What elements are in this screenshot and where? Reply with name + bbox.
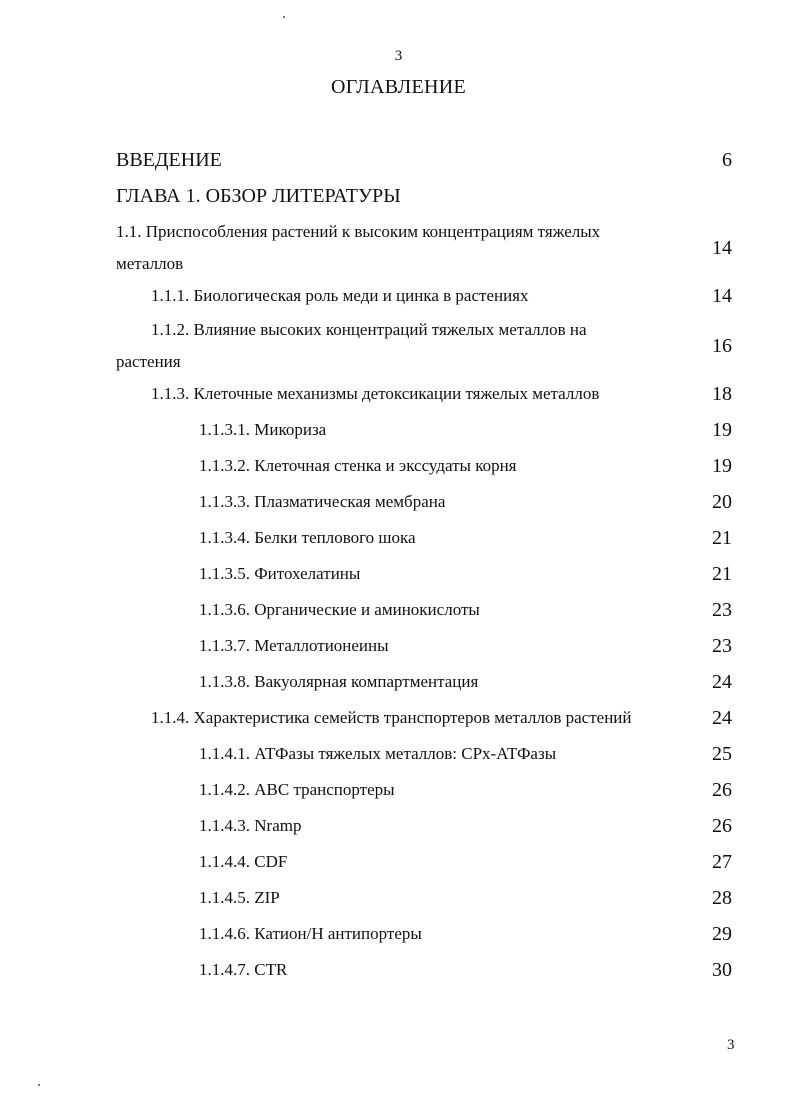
toc-entry-page: 29 (712, 923, 732, 945)
toc-entry-page: 19 (712, 455, 732, 477)
toc-entry-page: 24 (712, 707, 732, 729)
toc-entry-text: 1.1.2. Влияние высоких концентраций тяжелых металлов на (151, 320, 587, 339)
toc-entry-1-1-3-5[interactable] (116, 558, 732, 590)
toc-entry-1-1-4-1[interactable] (116, 738, 732, 770)
toc-entry-page: 27 (712, 851, 732, 873)
toc-entry-text: 1.1.4.5. ZIP (199, 888, 280, 907)
toc-entry-1-1-3-8[interactable] (116, 666, 732, 698)
toc-entry-text: 1.1. Приспособления растений к высоким концентрациям тяжелых (116, 222, 601, 241)
toc-entry-text: 1.1.1. Биологическая роль меди и цинка в растениях (151, 286, 529, 305)
toc-entry-text-continued: металлов (116, 254, 184, 273)
toc-entry-text: 1.1.3.5. Фитохелатины (199, 564, 361, 583)
toc-entry-1-1-4-2[interactable] (116, 774, 732, 806)
toc-entry-page: 21 (712, 563, 732, 585)
toc-entry-1-1-3-2[interactable] (116, 450, 732, 482)
toc-entry-text: 1.1.3.4. Белки теплового шока (199, 528, 416, 547)
toc-entry-page: 6 (722, 149, 732, 171)
toc-entry-text: 1.1.3.2. Клеточная стенка и экссудаты корня (199, 456, 517, 475)
toc-entry-1-1-3-1[interactable] (116, 414, 732, 446)
toc-entry-1-1[interactable] (116, 216, 732, 280)
toc-entry-1-1-1[interactable] (116, 280, 732, 312)
toc-title: ОГЛАВЛЕНИЕ (331, 76, 466, 98)
toc-entry-text: 1.1.4. Характеристика семейств транспортеров металлов растений (151, 708, 632, 727)
toc-entry-text: 1.1.4.7. CTR (199, 960, 288, 979)
toc-entry-text: 1.1.3.6. Органические и аминокислоты (199, 600, 480, 619)
toc-entry-1-1-2[interactable] (116, 314, 732, 378)
toc-entry-page: 14 (712, 237, 732, 259)
toc-entry-page: 24 (712, 671, 732, 693)
scan-speck (283, 16, 285, 18)
toc-entry-page: 16 (712, 335, 732, 357)
toc-entry-page: 30 (712, 959, 732, 981)
toc-entry-text: 1.1.3. Клеточные механизмы детоксикации тяжелых металлов (151, 384, 600, 403)
toc-entry-text: 1.1.4.6. Катион/Н антипортеры (199, 924, 422, 943)
toc-entry-page: 20 (712, 491, 732, 513)
toc-entry-page: 26 (712, 815, 732, 837)
toc-entry-page: 23 (712, 635, 732, 657)
toc-entry-text: 1.1.4.3. Nramp (199, 816, 302, 835)
page-number-bottom: 3 (727, 1037, 735, 1053)
toc-entry-page: 25 (712, 743, 732, 765)
scan-speck (38, 1084, 40, 1086)
toc-entry-text: 1.1.3.1. Микориза (199, 420, 327, 439)
toc-entry-chapter-1[interactable] (116, 180, 732, 212)
toc-entry-1-1-4-6[interactable] (116, 918, 732, 950)
toc-entry-text: 1.1.3.7. Металлотионеины (199, 636, 389, 655)
toc-entry-text: 1.1.3.3. Плазматическая мембрана (199, 492, 446, 511)
toc-entry-page: 23 (712, 599, 732, 621)
toc-entry-text: 1.1.3.8. Вакуолярная компартментация (199, 672, 479, 691)
toc-entry-text: 1.1.4.4. CDF (199, 852, 288, 871)
toc-entry-page: 14 (712, 285, 732, 307)
toc-entry-1-1-3-4[interactable] (116, 522, 732, 554)
toc-entry-1-1-4-3[interactable] (116, 810, 732, 842)
toc-entry-1-1-3-3[interactable] (116, 486, 732, 518)
toc-entry-text: 1.1.4.2. АВС транспортеры (199, 780, 395, 799)
toc-entry-1-1-4-4[interactable] (116, 846, 732, 878)
toc-entry-1-1-4-5[interactable] (116, 882, 732, 914)
toc-entry-introduction[interactable] (116, 144, 732, 176)
toc-entry-text-continued: растения (116, 352, 181, 371)
toc-entry-page: 19 (712, 419, 732, 441)
toc-entry-text: ГЛАВА 1. ОБЗОР ЛИТЕРАТУРЫ (116, 185, 401, 207)
toc-entry-1-1-3[interactable] (116, 378, 732, 410)
toc-entry-1-1-4-7[interactable] (116, 954, 732, 986)
toc-entry-1-1-3-7[interactable] (116, 630, 732, 662)
page-number-top: 3 (394, 48, 403, 64)
toc-entry-1-1-4[interactable] (116, 702, 732, 734)
toc-entry-text: 1.1.4.1. АТФазы тяжелых металлов: СРх-АТФазы (199, 744, 557, 763)
toc-entry-page: 28 (712, 887, 732, 909)
toc-entry-text: ВВЕДЕНИЕ (116, 149, 222, 171)
toc-entry-page: 26 (712, 779, 732, 801)
toc-entry-page: 21 (712, 527, 732, 549)
toc-entry-page: 18 (712, 383, 732, 405)
toc-entry-1-1-3-6[interactable] (116, 594, 732, 626)
